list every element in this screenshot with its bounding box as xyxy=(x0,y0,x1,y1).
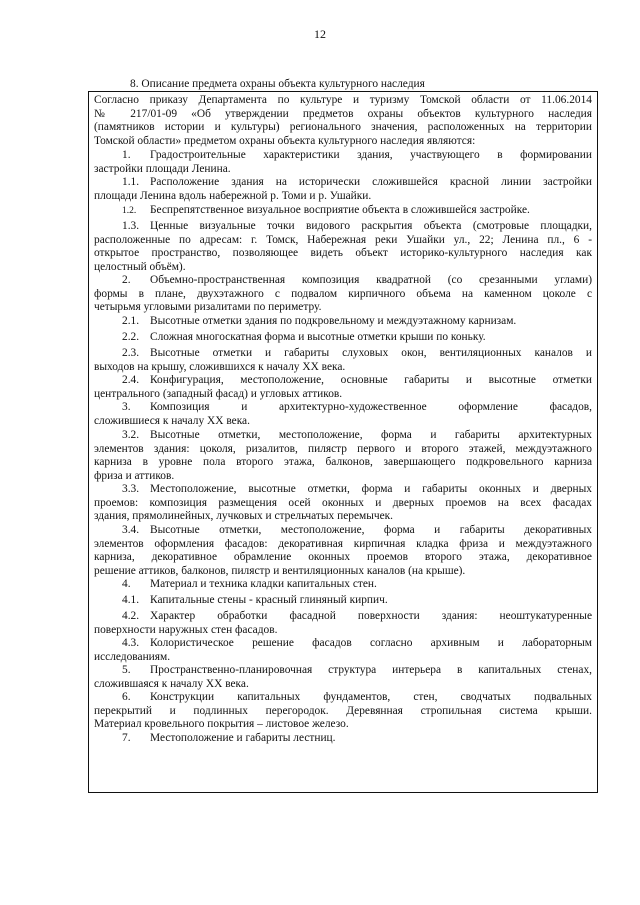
clause-number: 2.1. xyxy=(122,315,140,327)
clause-number: 7. xyxy=(122,732,131,744)
clause-text: Пространственно-планировочная структура интерьера в капитальных стенах, xyxy=(150,664,592,676)
clause-text: Высотные отметки и габариты слуховых окон, вентиляционных каналов и xyxy=(150,347,592,359)
clause-text: Беспрепятственное визуальное восприятие объекта в сложившейся застройке. xyxy=(150,204,530,216)
paragraph-p1-1 xyxy=(94,176,592,203)
text-line: расположенные по адресам: г. Томск, Набережная реки Ушайки ул., 22; Ленина пл., 6 - xyxy=(94,233,592,246)
clause-number: 4.1. xyxy=(122,594,140,606)
text-line xyxy=(94,204,592,219)
paragraph-p4-1 xyxy=(94,594,592,608)
clause-text: Характер обработки фасадной поверхности здания: неоштукатуренные xyxy=(150,610,592,622)
paragraph-p3-3 xyxy=(94,483,592,524)
clause-text: Объемно-пространственная композиция квадратной (со срезанными углами) xyxy=(150,274,592,286)
text-line xyxy=(94,274,592,288)
text-line: решение аттиков, балконов, пилястр и вентиляционных каналов (на крыше). xyxy=(94,564,466,577)
paragraph-p5 xyxy=(94,664,592,691)
text-line: (памятников истории и культуры) регионального значения, расположенных на территории xyxy=(94,121,592,134)
text-line xyxy=(94,220,592,234)
text-line: открытое пространство, позволяющее видеть объект историко-культурного наследия как xyxy=(94,247,592,260)
text-line xyxy=(94,637,592,651)
clause-text: Ценные визуальные точки видового раскрытия объекта (смотровые площадки, xyxy=(150,220,592,232)
clause-number: 1.2. xyxy=(122,206,137,216)
paragraph-p1-3 xyxy=(94,220,592,274)
text-line: выходов на крышу, сложившихся к началу XX века. xyxy=(94,360,346,373)
paragraph-p7 xyxy=(94,732,592,746)
text-line xyxy=(94,664,592,678)
text-line: исследованиям. xyxy=(94,650,171,663)
clause-text: Материал и техника кладки капитальных стен. xyxy=(150,578,377,590)
clause-text: Конструкции капитальных фундаментов, стен, сводчатых подвальных xyxy=(150,691,592,703)
clause-text: Сложная многоскатная форма и высотные отметки крыши по коньку. xyxy=(150,331,486,343)
text-line xyxy=(94,331,592,345)
text-line: Материал кровельного покрытия – листовое железо. xyxy=(94,718,349,731)
paragraph-p3 xyxy=(94,401,592,428)
clause-number: 2.4. xyxy=(122,374,140,386)
text-line: Томской области» предметом охраны объекта культурного наследия являются: xyxy=(94,134,476,147)
text-line xyxy=(94,578,592,592)
clause-number: 5. xyxy=(122,664,131,676)
text-line xyxy=(94,691,592,705)
clause-number: 2. xyxy=(122,274,131,286)
text-line: элементов здания: цоколя, ризалитов, пилястр первого и второго этажей, междуэтажного xyxy=(94,442,592,455)
paragraph-p1-2 xyxy=(94,204,592,219)
clause-number: 6. xyxy=(122,691,131,703)
text-line xyxy=(94,610,592,624)
text-line xyxy=(94,524,592,538)
clause-number: 3. xyxy=(122,401,131,413)
text-line xyxy=(94,594,592,608)
text-line xyxy=(94,176,592,190)
text-line: карниза в уровне пола второго этажа, балконов, завершающего подкровельного карниза xyxy=(94,456,592,469)
clause-text: Высотные отметки, местоположение, форма и габариты декоративных xyxy=(150,524,592,536)
text-line: целостный объём). xyxy=(94,260,186,273)
text-line: центрального (западный фасад) и угловых аттиков. xyxy=(94,387,343,400)
text-line xyxy=(94,315,592,329)
text-line: проемов: композиция размещения осей оконных и дверных проемов на всех фасадах xyxy=(94,496,592,509)
paragraph-p4-3 xyxy=(94,637,592,664)
clause-number: 3.4. xyxy=(122,524,140,536)
paragraph-p2-1 xyxy=(94,315,592,329)
clause-text: Высотные отметки здания по подкровельному и междуэтажному карнизам. xyxy=(150,315,517,327)
text-line xyxy=(94,401,592,415)
text-line: фриза и аттиков. xyxy=(94,469,175,482)
paragraph-p4-2 xyxy=(94,610,592,637)
text-line: № 217/01-09 «Об утверждении предметов охраны объектов культурного наследия xyxy=(94,107,592,120)
paragraph-p3-4 xyxy=(94,524,592,578)
clause-text: Капитальные стены - красный глиняный кирпич. xyxy=(150,594,388,606)
section-heading: 8. Описание предмета охраны объекта культурного наследия xyxy=(130,78,425,90)
paragraph-p2-3 xyxy=(94,347,592,374)
clause-text: Местоположение, высотные отметки, форма и габариты оконных и дверных xyxy=(150,483,592,495)
clause-number: 1.3. xyxy=(122,220,140,232)
paragraph-p1 xyxy=(94,149,592,176)
text-line xyxy=(94,374,592,388)
paragraph-p3-2 xyxy=(94,429,592,483)
clause-number: 1.1. xyxy=(122,176,140,188)
text-line: элементов оформления фасадов: декоративная кирпичная кладка фриза и междуэтажного xyxy=(94,537,592,550)
text-line: перекрытий и подлинных перегородок. Деревянная стропильная система крыши. xyxy=(94,704,592,717)
clause-text: Расположение здания на исторически сложившейся красной линии застройки xyxy=(150,176,592,188)
text-line: сложившаяся к началу XX века. xyxy=(94,677,249,690)
clause-number: 4.2. xyxy=(122,610,140,622)
text-line: застройки площади Ленина. xyxy=(94,162,231,175)
text-line: формы в плане, двухэтажного с подвалом кирпичного объема на каменном цоколе с xyxy=(94,287,592,300)
text-line: площади Ленина вдоль набережной р. Томи и р. Ушайки. xyxy=(94,189,372,202)
text-line xyxy=(94,149,592,163)
paragraph-p2-4 xyxy=(94,374,592,401)
clause-number: 1. xyxy=(122,149,131,161)
paragraph-p6 xyxy=(94,691,592,732)
clause-text: Градостроительные характеристики здания, участвующего в формировании xyxy=(150,149,592,161)
text-line: сложившиеся к началу XX века. xyxy=(94,414,250,427)
text-line xyxy=(94,347,592,361)
clause-text: Местоположение и габариты лестниц. xyxy=(150,732,336,744)
clause-text: Композиция и архитектурно-художественное оформление фасадов, xyxy=(150,401,592,413)
protection-subject-table xyxy=(88,91,598,793)
clause-number: 2.2. xyxy=(122,331,140,343)
clause-text: Высотные отметки, местоположение, форма и габариты архитектурных xyxy=(150,429,592,441)
paragraph-p2 xyxy=(94,274,592,315)
clause-number: 4.3. xyxy=(122,637,140,649)
paragraph-p4 xyxy=(94,578,592,592)
page-number: 12 xyxy=(314,27,326,41)
text-line: Согласно приказу Департамента по культуре и туризму Томской области от 11.06.2014 xyxy=(94,94,592,106)
paragraph-intro xyxy=(94,94,592,148)
text-line: карниза, декоративное обрамление оконных проемов второго этажа, декоративное xyxy=(94,551,592,564)
clause-text: Колористическое решение фасадов согласно архивным и лабораторным xyxy=(150,637,592,649)
text-line: четырьмя угловыми ризалитами по периметру. xyxy=(94,301,322,314)
text-line: здания, прямолинейных, лучковых и стрельчатых перемычек. xyxy=(94,510,394,523)
paragraph-p2-2 xyxy=(94,331,592,345)
text-line xyxy=(94,732,592,746)
clause-number: 4. xyxy=(122,578,131,590)
clause-text: Конфигурация, местоположение, основные габариты и высотные отметки xyxy=(150,374,592,386)
clause-number: 3.2. xyxy=(122,429,140,441)
text-line xyxy=(94,483,592,497)
clause-number: 3.3. xyxy=(122,483,140,495)
text-line xyxy=(94,429,592,443)
clause-number: 2.3. xyxy=(122,347,140,359)
text-line: поверхности наружных стен фасадов. xyxy=(94,623,278,636)
